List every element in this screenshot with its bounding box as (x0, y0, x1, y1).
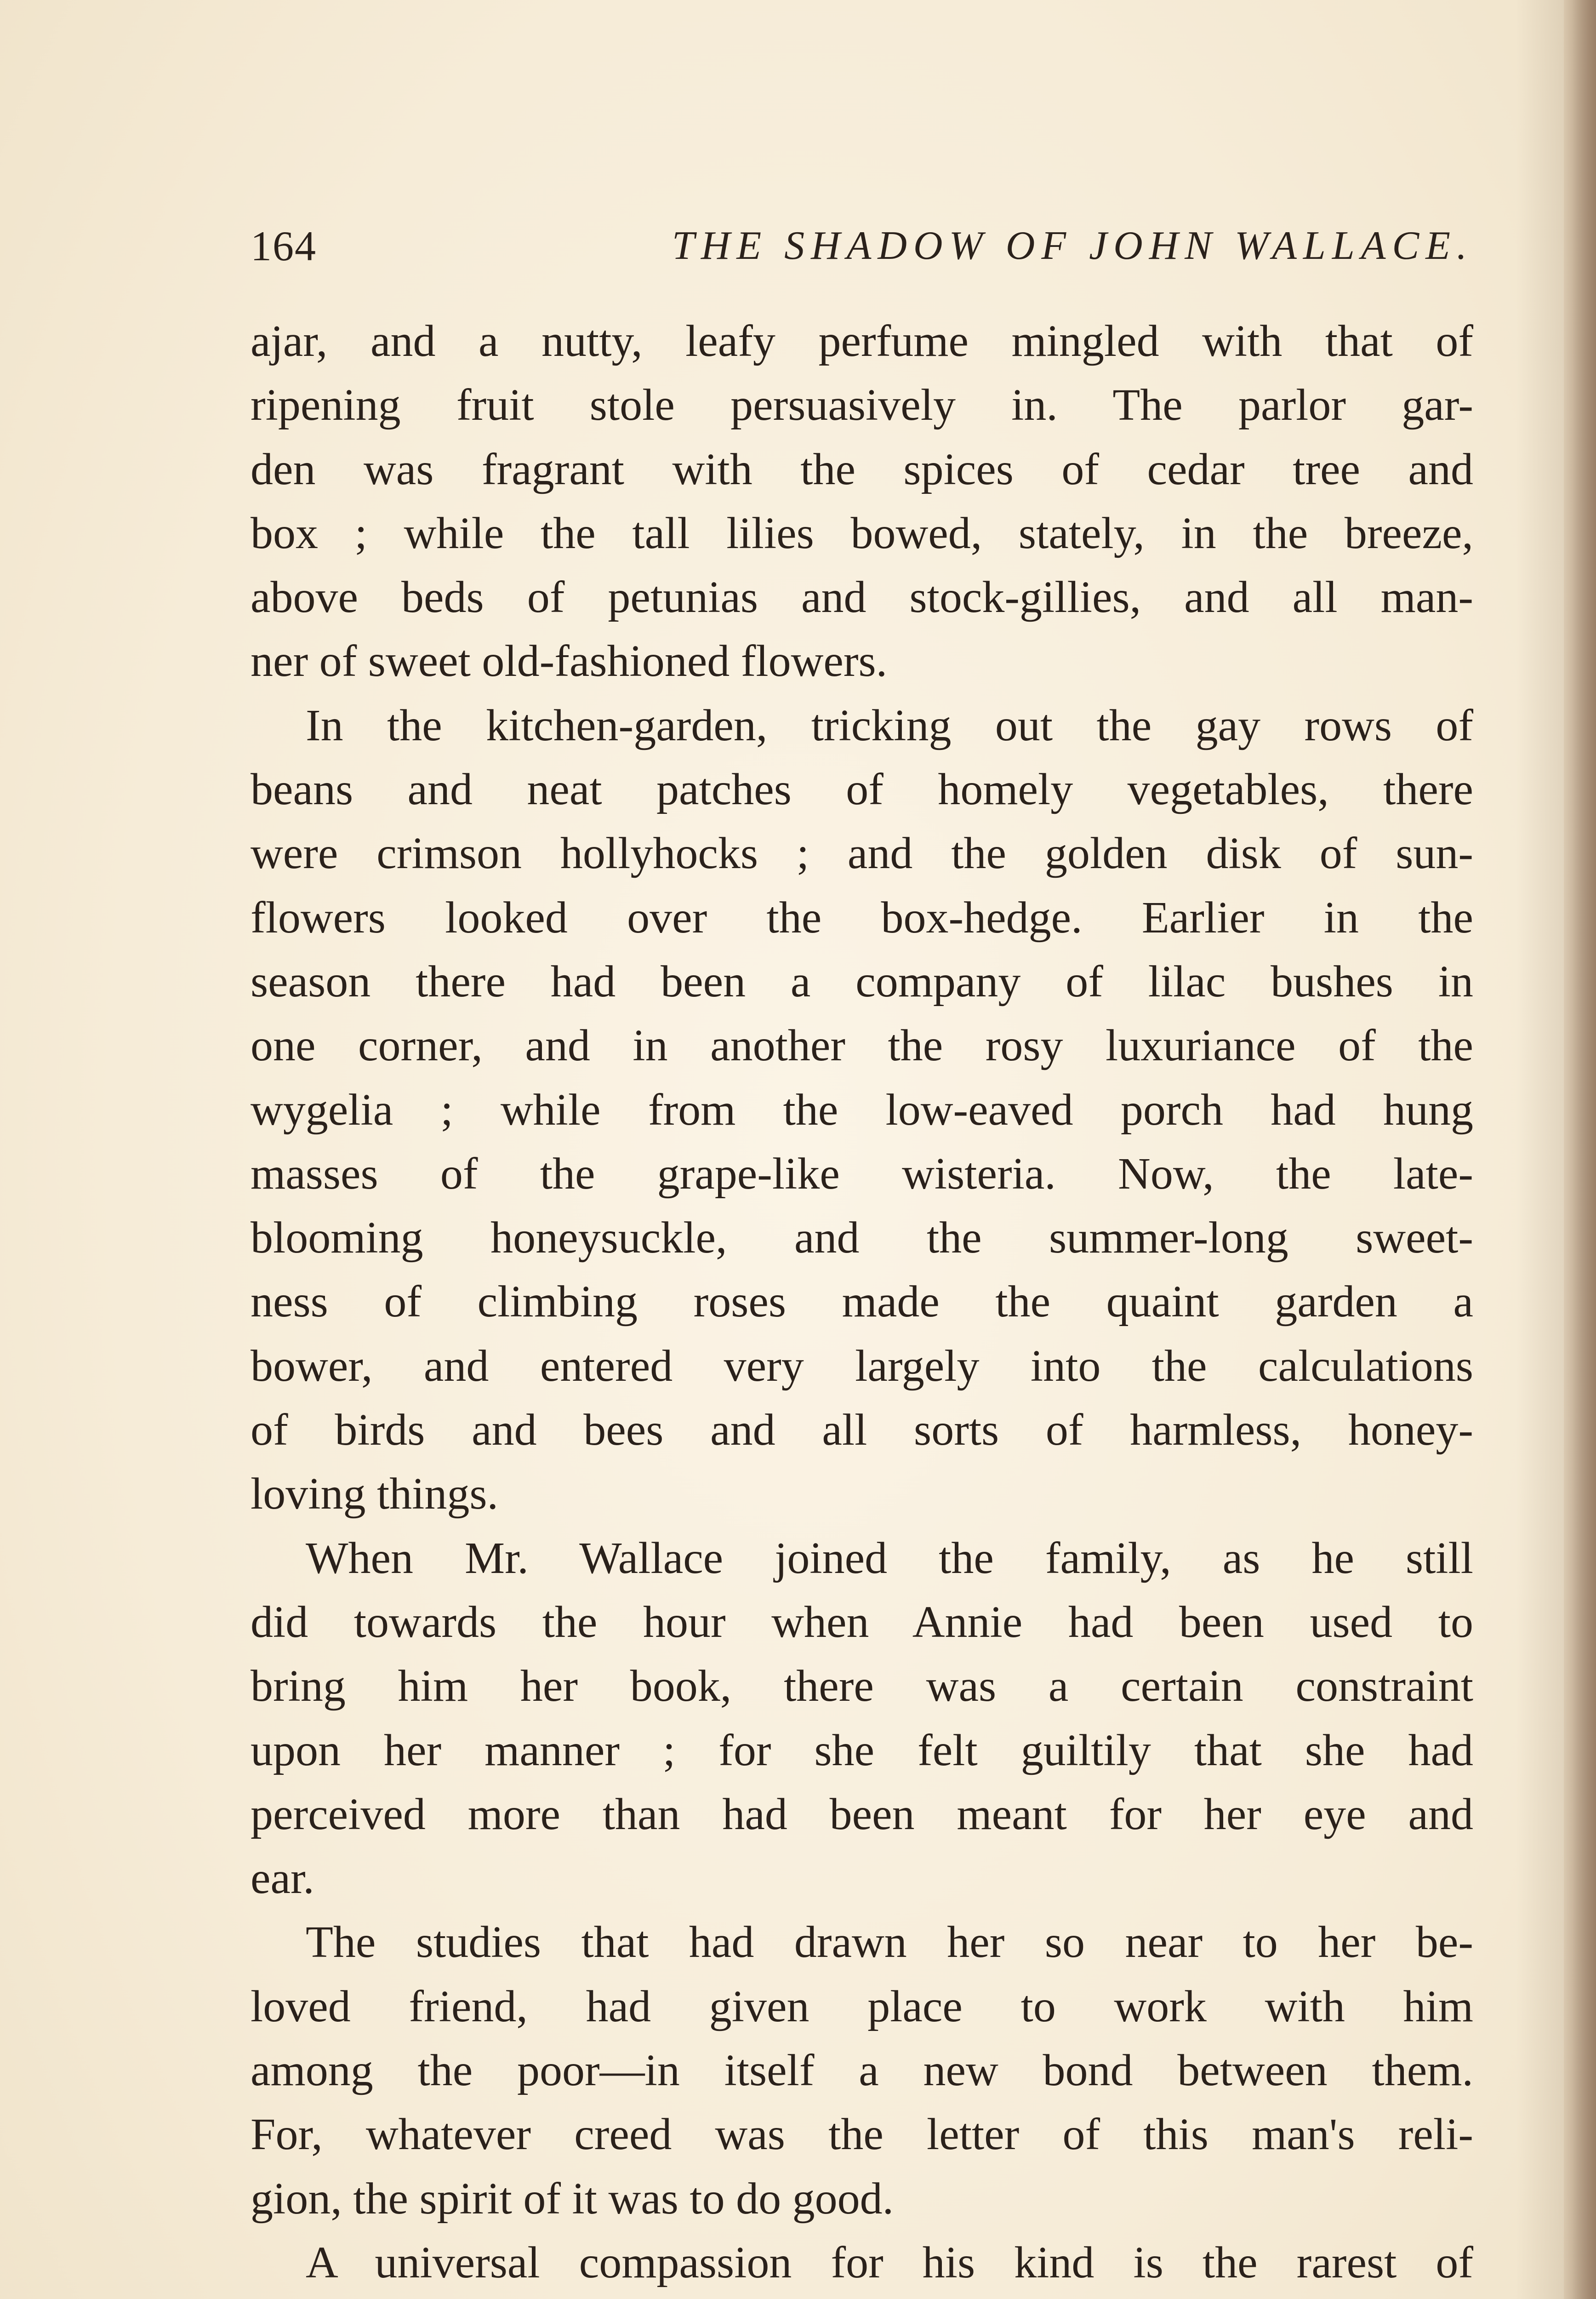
text-line: loved friend, had given place to work with him (251, 1981, 1473, 2031)
text-line: ner of sweet old-fashioned flowers. (251, 636, 888, 686)
text-line: upon her manner ; for she felt guiltily that she had (251, 1725, 1473, 1775)
text-line: den was fragrant with the spices of cedar tree and (251, 444, 1473, 494)
text-line: among the poor—in itself a new bond between them. (251, 2046, 1473, 2096)
text-line: In the kitchen-garden, tricking out the gay rows of (306, 700, 1473, 750)
text-line (251, 2295, 1473, 2299)
text-line: ear. (251, 1853, 314, 1904)
running-head (251, 214, 1473, 278)
text-line: blooming honeysuckle, and the summer-long sweet- (251, 1213, 1473, 1263)
text-line: bower, and entered very largely into the calculations (251, 1341, 1473, 1391)
text-line: one corner, and in another the rosy luxuriance of the (251, 1021, 1473, 1071)
page-number: 164 (251, 223, 317, 269)
text-line: box ; while the tall lilies bowed, stately, in the breeze, (251, 508, 1473, 558)
text-line: above beds of petunias and stock-gillies, and all man- (251, 572, 1473, 623)
text-line: ripening fruit stole persuasively in. The parlor gar- (251, 380, 1473, 430)
text-line: ness of climbing roses made the quaint garden a (251, 1277, 1473, 1327)
text-line: masses of the grape-like wisteria. Now, the late- (251, 1149, 1473, 1199)
running-title: THE SHADOW OF JOHN WALLACE. (672, 223, 1473, 268)
text-line: The studies that had drawn her so near to her be- (306, 1917, 1473, 1967)
text-line: A universal compassion for his kind is the rarest of (306, 2237, 1473, 2288)
text-line: of birds and bees and all sorts of harmless, honey- (251, 1405, 1473, 1455)
text-line: flowers looked over the box-hedge. Earlier in the (251, 892, 1473, 943)
text-line: perceived more than had been meant for her eye and (251, 1789, 1473, 1839)
text-line: bring him her book, there was a certain constraint (251, 1661, 1473, 1711)
text-line: did towards the hour when Annie had been used to (251, 1597, 1473, 1647)
text-line: When Mr. Wallace joined the family, as he still (306, 1533, 1473, 1583)
text-line: beans and neat patches of homely vegetables, there (251, 765, 1473, 815)
text-line: loving things. (251, 1469, 499, 1519)
text-line: season there had been a company of lilac bushes in (251, 956, 1473, 1007)
body-text (251, 309, 1473, 2299)
page-edge-shadow (1564, 0, 1596, 2299)
text-line: were crimson hollyhocks ; and the golden disk of sun- (251, 829, 1473, 879)
text-line: wygelia ; while from the low-eaved porch had hung (251, 1085, 1473, 1135)
text-line: ajar, and a nutty, leafy perfume mingled with that of (251, 316, 1473, 366)
text-line: gion, the spirit of it was to do good. (251, 2173, 894, 2224)
text-line: For, whatever creed was the letter of this man's reli- (251, 2110, 1473, 2160)
